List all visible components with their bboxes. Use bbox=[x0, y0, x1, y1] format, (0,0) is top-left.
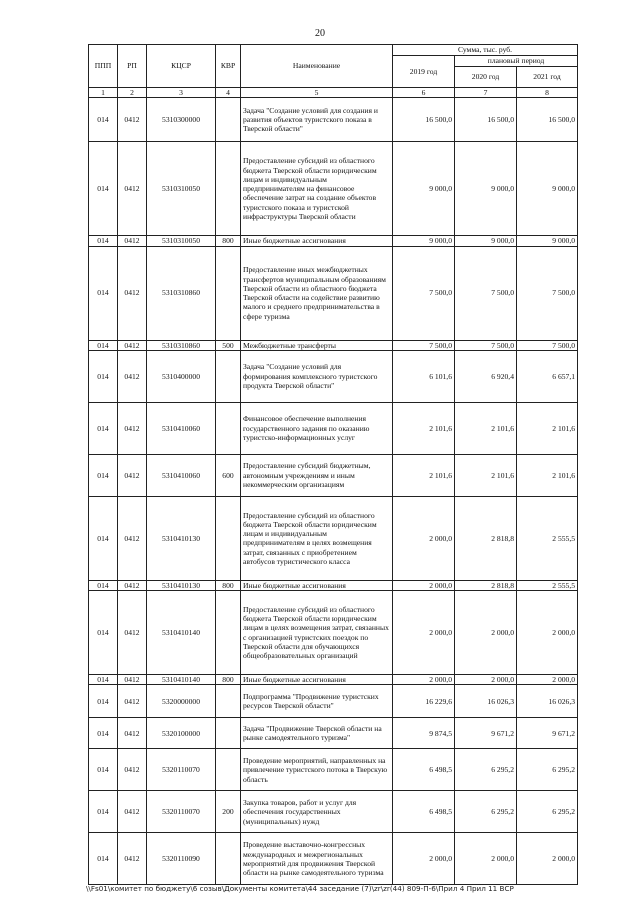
cell-2021: 2 555,5 bbox=[517, 580, 578, 590]
table-row bbox=[89, 718, 578, 749]
cell-ppp: 014 bbox=[89, 718, 118, 749]
footer-file-path: \\Fs01\комитет по бюджету\6 созыв\Документы комитета\44 заседание (7)\zr\zr(44) 809-П-6\Прил 4 Прил 11 ВСР bbox=[86, 884, 514, 893]
cell-kcsr: 5310400000 bbox=[147, 350, 216, 402]
cell-2019: 16 229,6 bbox=[393, 685, 455, 718]
cell-2019: 2 000,0 bbox=[393, 833, 455, 885]
cell-rp: 0412 bbox=[118, 402, 147, 454]
cell-kcsr: 5310410130 bbox=[147, 580, 216, 590]
cell-kcsr: 5310410060 bbox=[147, 454, 216, 496]
column-number: 4 bbox=[216, 88, 241, 98]
cell-2019: 2 000,0 bbox=[393, 496, 455, 580]
cell-name: Задача "Создание условий для создания и развития объектов туристского показа в Тверской области" bbox=[241, 98, 393, 142]
cell-2021: 16 500,0 bbox=[517, 98, 578, 142]
cell-2020: 2 000,0 bbox=[455, 833, 517, 885]
cell-kcsr: 5310310860 bbox=[147, 340, 216, 350]
header-ppp: ППП bbox=[89, 45, 118, 88]
cell-2019: 2 000,0 bbox=[393, 675, 455, 685]
header-rp: РП bbox=[118, 45, 147, 88]
cell-rp: 0412 bbox=[118, 675, 147, 685]
cell-rp: 0412 bbox=[118, 833, 147, 885]
cell-rp: 0412 bbox=[118, 791, 147, 833]
cell-rp: 0412 bbox=[118, 685, 147, 718]
cell-ppp: 014 bbox=[89, 791, 118, 833]
cell-2020: 6 920,4 bbox=[455, 350, 517, 402]
cell-name: Межбюджетные трансферты bbox=[241, 340, 393, 350]
cell-kvr bbox=[216, 98, 241, 142]
cell-rp: 0412 bbox=[118, 246, 147, 340]
cell-kcsr: 5320110090 bbox=[147, 833, 216, 885]
cell-rp: 0412 bbox=[118, 496, 147, 580]
table-row bbox=[89, 833, 578, 885]
cell-kvr bbox=[216, 402, 241, 454]
cell-kcsr: 5320110070 bbox=[147, 791, 216, 833]
cell-rp: 0412 bbox=[118, 749, 147, 791]
cell-2021: 6 295,2 bbox=[517, 791, 578, 833]
cell-rp: 0412 bbox=[118, 454, 147, 496]
cell-2020: 2 000,0 bbox=[455, 675, 517, 685]
header-planned-period: плановый период bbox=[455, 56, 578, 67]
cell-2020: 7 500,0 bbox=[455, 246, 517, 340]
cell-2019: 2 000,0 bbox=[393, 580, 455, 590]
cell-kcsr: 5310410140 bbox=[147, 675, 216, 685]
cell-name: Предоставление субсидий бюджетным, автономным учреждениям и иным некоммерческим организациям bbox=[241, 454, 393, 496]
cell-2020: 2 101,6 bbox=[455, 454, 517, 496]
cell-2020: 9 671,2 bbox=[455, 718, 517, 749]
table-row bbox=[89, 142, 578, 236]
cell-2020: 2 818,8 bbox=[455, 580, 517, 590]
cell-ppp: 014 bbox=[89, 350, 118, 402]
cell-ppp: 014 bbox=[89, 675, 118, 685]
cell-name: Предоставление субсидий из областного бюджета Тверской области юридическим лицам в целях возмещения затрат, связанных с организацией туристских поездок по Тверской области для обучающихся общеобразовательных организаций bbox=[241, 591, 393, 675]
cell-kvr bbox=[216, 749, 241, 791]
cell-2019: 9 874,5 bbox=[393, 718, 455, 749]
cell-rp: 0412 bbox=[118, 580, 147, 590]
cell-2019: 7 500,0 bbox=[393, 340, 455, 350]
table-body bbox=[89, 98, 578, 885]
cell-2021: 7 500,0 bbox=[517, 246, 578, 340]
column-number-row bbox=[89, 88, 578, 98]
cell-kvr bbox=[216, 685, 241, 718]
cell-ppp: 014 bbox=[89, 749, 118, 791]
cell-2020: 2 000,0 bbox=[455, 591, 517, 675]
column-number: 8 bbox=[517, 88, 578, 98]
cell-kvr: 600 bbox=[216, 454, 241, 496]
cell-kvr bbox=[216, 833, 241, 885]
cell-ppp: 014 bbox=[89, 833, 118, 885]
column-number: 1 bbox=[89, 88, 118, 98]
cell-2021: 7 500,0 bbox=[517, 340, 578, 350]
header-year-2021: 2021 год bbox=[517, 67, 578, 88]
cell-name: Предоставление субсидий из областного бюджета Тверской области юридическим лицам и индивидуальным предпринимателям на финансовое обеспечение затрат на создание объектов туристского показа и туристской инфраструктуры Тверской области bbox=[241, 142, 393, 236]
cell-2020: 7 500,0 bbox=[455, 340, 517, 350]
cell-2021: 9 000,0 bbox=[517, 236, 578, 246]
cell-2019: 2 000,0 bbox=[393, 591, 455, 675]
budget-table bbox=[88, 44, 578, 885]
table-row bbox=[89, 340, 578, 350]
header-kcsr: КЦСР bbox=[147, 45, 216, 88]
cell-ppp: 014 bbox=[89, 142, 118, 236]
cell-kvr: 200 bbox=[216, 791, 241, 833]
cell-kcsr: 5310310050 bbox=[147, 236, 216, 246]
cell-2021: 2 000,0 bbox=[517, 833, 578, 885]
cell-name: Проведение выставочно-конгрессных международных и межрегиональных мероприятий для продвижения Тверской области на рынке самодеятельного туризма bbox=[241, 833, 393, 885]
cell-kcsr: 5310410130 bbox=[147, 496, 216, 580]
cell-kvr bbox=[216, 496, 241, 580]
cell-kvr: 800 bbox=[216, 580, 241, 590]
cell-2019: 2 101,6 bbox=[393, 454, 455, 496]
cell-kcsr: 5310410140 bbox=[147, 591, 216, 675]
cell-kvr bbox=[216, 718, 241, 749]
cell-2019: 9 000,0 bbox=[393, 236, 455, 246]
cell-name: Предоставление иных межбюджетных трансфертов муниципальным образованиям Тверской области из областного бюджета Тверской области на содействие развитию малого и среднего предпринимательства в сфере туризма bbox=[241, 246, 393, 340]
cell-name: Задача "Создание условий для формирования комплексного туристского продукта Тверской области" bbox=[241, 350, 393, 402]
cell-rp: 0412 bbox=[118, 98, 147, 142]
header-year-2019: 2019 год bbox=[393, 56, 455, 88]
table-row bbox=[89, 749, 578, 791]
cell-2020: 2 101,6 bbox=[455, 402, 517, 454]
cell-kvr bbox=[216, 246, 241, 340]
cell-2020: 2 818,8 bbox=[455, 496, 517, 580]
cell-kcsr: 5310310050 bbox=[147, 142, 216, 236]
cell-2019: 6 101,6 bbox=[393, 350, 455, 402]
table-row bbox=[89, 496, 578, 580]
cell-2019: 7 500,0 bbox=[393, 246, 455, 340]
cell-2020: 9 000,0 bbox=[455, 142, 517, 236]
cell-kvr: 800 bbox=[216, 675, 241, 685]
cell-name: Закупка товаров, работ и услуг для обеспечения государственных (муниципальных) нужд bbox=[241, 791, 393, 833]
cell-2019: 6 498,5 bbox=[393, 791, 455, 833]
cell-rp: 0412 bbox=[118, 340, 147, 350]
header-year-2020: 2020 год bbox=[455, 67, 517, 88]
column-number: 3 bbox=[147, 88, 216, 98]
cell-ppp: 014 bbox=[89, 340, 118, 350]
table-row bbox=[89, 236, 578, 246]
table-row bbox=[89, 98, 578, 142]
cell-ppp: 014 bbox=[89, 402, 118, 454]
header-sum: Сумма, тыс. руб. bbox=[393, 45, 578, 56]
cell-kvr: 800 bbox=[216, 236, 241, 246]
column-number: 7 bbox=[455, 88, 517, 98]
cell-rp: 0412 bbox=[118, 591, 147, 675]
cell-kcsr: 5310300000 bbox=[147, 98, 216, 142]
cell-2021: 9 000,0 bbox=[517, 142, 578, 236]
cell-kcsr: 5320000000 bbox=[147, 685, 216, 718]
cell-name: Проведение мероприятий, направленных на привлечение туристского потока в Тверскую область bbox=[241, 749, 393, 791]
cell-kvr bbox=[216, 142, 241, 236]
cell-2021: 6 657,1 bbox=[517, 350, 578, 402]
cell-2021: 16 026,3 bbox=[517, 685, 578, 718]
cell-2019: 2 101,6 bbox=[393, 402, 455, 454]
table-row bbox=[89, 246, 578, 340]
cell-name: Иные бюджетные ассигнования bbox=[241, 580, 393, 590]
table-row bbox=[89, 791, 578, 833]
cell-rp: 0412 bbox=[118, 142, 147, 236]
cell-2020: 16 026,3 bbox=[455, 685, 517, 718]
cell-kcsr: 5320100000 bbox=[147, 718, 216, 749]
cell-2020: 6 295,2 bbox=[455, 791, 517, 833]
cell-2019: 16 500,0 bbox=[393, 98, 455, 142]
cell-2019: 6 498,5 bbox=[393, 749, 455, 791]
cell-kvr: 500 bbox=[216, 340, 241, 350]
column-number: 5 bbox=[241, 88, 393, 98]
cell-2020: 16 500,0 bbox=[455, 98, 517, 142]
table-row bbox=[89, 675, 578, 685]
cell-ppp: 014 bbox=[89, 236, 118, 246]
cell-ppp: 014 bbox=[89, 496, 118, 580]
cell-name: Иные бюджетные ассигнования bbox=[241, 675, 393, 685]
column-number: 2 bbox=[118, 88, 147, 98]
cell-rp: 0412 bbox=[118, 350, 147, 402]
table-row bbox=[89, 454, 578, 496]
page-number: 20 bbox=[315, 28, 325, 39]
table-row bbox=[89, 591, 578, 675]
cell-2021: 2 555,5 bbox=[517, 496, 578, 580]
cell-name: Иные бюджетные ассигнования bbox=[241, 236, 393, 246]
cell-rp: 0412 bbox=[118, 718, 147, 749]
cell-2021: 6 295,2 bbox=[517, 749, 578, 791]
cell-rp: 0412 bbox=[118, 236, 147, 246]
cell-2020: 9 000,0 bbox=[455, 236, 517, 246]
cell-2021: 2 000,0 bbox=[517, 675, 578, 685]
cell-ppp: 014 bbox=[89, 685, 118, 718]
cell-kcsr: 5320110070 bbox=[147, 749, 216, 791]
cell-name: Предоставление субсидий из областного бюджета Тверской области юридическим лицам и индивидуальным предпринимателям в целях возмещения затрат, связанных с приобретением автобусов туристического класса bbox=[241, 496, 393, 580]
table-row bbox=[89, 402, 578, 454]
cell-name: Подпрограмма "Продвижение туристских ресурсов Тверской области" bbox=[241, 685, 393, 718]
cell-2021: 9 671,2 bbox=[517, 718, 578, 749]
cell-2021: 2 000,0 bbox=[517, 591, 578, 675]
cell-ppp: 014 bbox=[89, 580, 118, 590]
cell-2019: 9 000,0 bbox=[393, 142, 455, 236]
cell-kcsr: 5310310860 bbox=[147, 246, 216, 340]
column-number: 6 bbox=[393, 88, 455, 98]
header-kvr: КВР bbox=[216, 45, 241, 88]
cell-ppp: 014 bbox=[89, 454, 118, 496]
cell-2021: 2 101,6 bbox=[517, 402, 578, 454]
header-name: Наименование bbox=[241, 45, 393, 88]
table-row bbox=[89, 580, 578, 590]
cell-kcsr: 5310410060 bbox=[147, 402, 216, 454]
table-row bbox=[89, 685, 578, 718]
cell-2021: 2 101,6 bbox=[517, 454, 578, 496]
cell-kvr bbox=[216, 350, 241, 402]
cell-name: Финансовое обеспечение выполнения государственного задания по оказанию туристско-информационных услуг bbox=[241, 402, 393, 454]
table-row bbox=[89, 350, 578, 402]
cell-kvr bbox=[216, 591, 241, 675]
cell-2020: 6 295,2 bbox=[455, 749, 517, 791]
cell-ppp: 014 bbox=[89, 246, 118, 340]
cell-ppp: 014 bbox=[89, 591, 118, 675]
cell-name: Задача "Продвижение Тверской области на рынке самодеятельного туризма" bbox=[241, 718, 393, 749]
cell-ppp: 014 bbox=[89, 98, 118, 142]
